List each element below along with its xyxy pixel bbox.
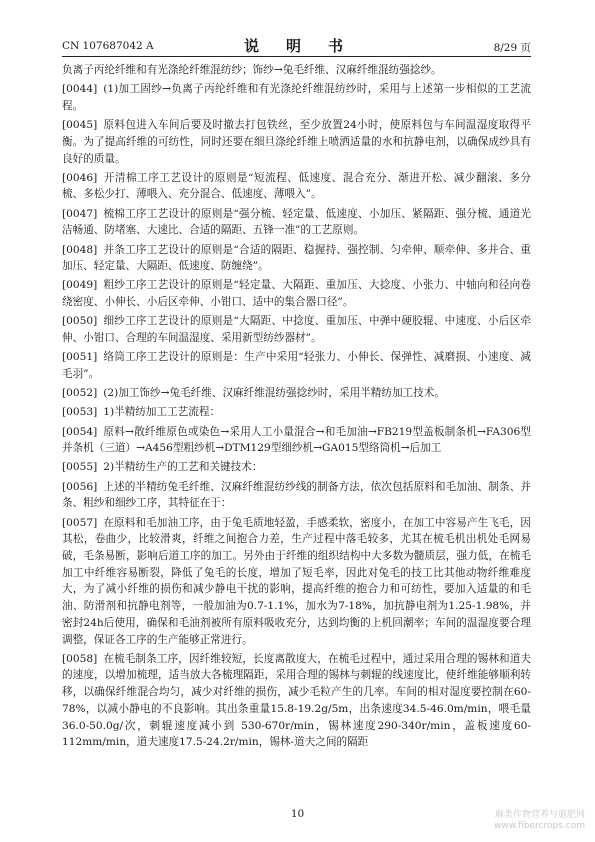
document-title: 说 明 书 bbox=[243, 37, 349, 55]
watermark-title: 麻类作物营养与施肥网 bbox=[494, 810, 585, 820]
paragraph-0057 bbox=[62, 515, 531, 649]
paragraph-text: 开清棉工序工艺设计的原则是“短流程、低速度、混合充分、渐进开松、减少翻滚、多分梳、多松少打、薄喂入、充分混合、低速度、薄喂入”。 bbox=[62, 171, 531, 201]
paragraph-number: [0057] bbox=[62, 516, 98, 529]
paragraph-text: 上述的半精纺兔毛纤维、汉麻纤维混纺纱线的制备方法，依次包括原料和毛加油、制条、并条、粗纱和细纱工序，其特征在于： bbox=[62, 480, 531, 510]
paragraph-text: 原料→散纤维原色或染色→采用人工小量混合→和毛加油→FB219型盖板制条机→FA306型并条机（三道）→A456型粗纱机→DTM129型细纱机→GA015型络筒机→后加工 bbox=[62, 425, 531, 455]
paragraph-0048 bbox=[62, 242, 531, 275]
paragraph-0054 bbox=[62, 424, 531, 457]
paragraph-0053 bbox=[62, 404, 531, 421]
paragraph-number: [0048] bbox=[62, 243, 98, 256]
paragraph-text: 梳棉工序工艺设计的原则是“强分梳、轻定量、低速度、小加压、紧隔距、强分梳、通道光洁畅通、防堵塞、大速比、合适的隔距、五锋一准”的工艺原则。 bbox=[62, 207, 531, 237]
paragraph-number: [0051] bbox=[62, 351, 98, 364]
paragraph-text: 2)半精纺生产的工艺和关键技术： bbox=[103, 461, 263, 474]
paragraph-0051 bbox=[62, 349, 531, 382]
paragraph-text: 原料包进入车间后要及时撤去打包铁丝，至少放置24小时，使原料包与车间温湿度取得平衡。为了提高纤维的可纺性，同时还要在细旦涤纶纤维上喷洒适量的水和抗静电剂，以确保成纱具有良好的质量。 bbox=[62, 119, 531, 165]
paragraph-text: 在原料和毛加油工序，由于兔毛质地轻盈，手感柔软，密度小，在加工中容易产生飞毛，因其松，卷曲少，比较滑爽，纤维之间抱合力差，生产过程中落毛较多，尤其在梳毛机出机处毛网易破，毛条易断，影响后道工序的加工。另外由于纤维的组织结构中大多数为髓质层，强力低，在梳毛加工中纤维容易断裂，降低了兔毛的长度，增加了短毛率，因此对兔毛的技工比其他动物纤维难度大，为了减小纤维的损伤和减少静电干扰的影响，提高纤维的抱合力和可纺性，要加入适量的和毛油、防滑剂和抗静电剂等，一般加油为0.7-1.1%，加水为7-18%，加抗静电剂为1.25-1.98%，并密封24h后使用，确保和毛油剂被所有原料吸收充分，达到均衡的上机回潮率；车间的温湿度要合理调整，保证各工序的生产能够正常进行。 bbox=[62, 516, 531, 646]
paragraph-number: [0053] bbox=[62, 406, 98, 419]
paragraph-text: (1)加工固纱→负离子丙纶纤维和有光涤纶纤维混纺纱时，采用与上述第一步相似的工艺流程。 bbox=[62, 83, 531, 112]
paragraph-0050 bbox=[62, 313, 531, 346]
paragraph-0047 bbox=[62, 206, 531, 239]
patent-number: CN 107687042 A bbox=[62, 40, 154, 52]
paragraph-0044 bbox=[62, 81, 531, 114]
paragraph-text: 络筒工序工艺设计的原则是：生产中采用“轻张力、小伸长、保弹性、减磨损、小速度、减毛羽”。 bbox=[62, 351, 531, 380]
paragraph-number: [0044] bbox=[62, 83, 98, 96]
paragraph-text: 并条工序工艺设计的原则是“合适的隔距、稳握持、强控制、匀牵伸、顺牵伸、多并合、重加压、轻定量、大隔距、低速度、防缠绕”。 bbox=[62, 243, 531, 273]
paragraph-0045 bbox=[62, 117, 531, 167]
paragraph-number: [0056] bbox=[62, 480, 98, 493]
page-number: 10 bbox=[290, 808, 305, 820]
paragraph-number: [0054] bbox=[62, 425, 98, 438]
paragraph-number: [0047] bbox=[62, 207, 98, 220]
paragraph-number: [0046] bbox=[62, 171, 98, 184]
paragraph-text: 在梳毛制条工序，因纤维较短，长度离散度大，在梳毛过程中，通过采用合理的锡林和道夫的速度，以增加梳理，适当放大各梳理隔距，采用合理的锡林与刺辊的线速度比，使纤维能够顺利转移，以确保纤维混合均匀，减少对纤维的损伤，减少毛粒产生的几率。车间的相对湿度要控制在60-78%，以减小静电的不良影响。其出条重量15.8-19.2g/5m，出条速度34.5-46.0m/min，喂毛量36.0-50.0g/次，刺辊速度减小到 530-670r/min，锡林速度290-340r/min，盖板速度60-112mm/min，道夫速度17.5-24.2r/min，锡林-道夫之间的隔距 bbox=[62, 652, 531, 749]
paragraph-number: [0052] bbox=[62, 387, 98, 400]
paragraph-0046 bbox=[62, 170, 531, 203]
paragraph-0058 bbox=[62, 651, 531, 751]
paragraph-text: 粗纱工序工艺设计的原则是“轻定量、大隔距、重加压、大捻度、小张力、中轴向和径向卷绕密度、小伸长、小后区牵伸、小钳口、适中的集合器口径”。 bbox=[62, 279, 531, 309]
document-body bbox=[62, 62, 531, 753]
paragraph-number: [0049] bbox=[62, 279, 98, 292]
paragraph-number: [0045] bbox=[62, 119, 98, 132]
paragraph-0056 bbox=[62, 479, 531, 512]
paragraph-text: (2)加工饰纱→兔毛纤维、汉麻纤维混纺强捻纱时，采用半精纺加工技术。 bbox=[103, 387, 445, 400]
watermark-url: www.fibercrops.com bbox=[494, 821, 585, 831]
paragraph-continuation: 负离子丙纶纤维和有光涤纶纤维混纺纱；饰纱→兔毛纤维、汉麻纤维混纺强捻纱。 bbox=[62, 64, 442, 76]
paragraph-number: [0055] bbox=[62, 461, 98, 474]
paragraph-number: [0050] bbox=[62, 315, 98, 328]
page-header bbox=[62, 34, 531, 57]
paragraph-text: 1)半精纺加工工艺流程： bbox=[103, 406, 221, 419]
paragraph-0052 bbox=[62, 385, 531, 402]
paragraph-number: [0058] bbox=[62, 652, 98, 665]
site-watermark bbox=[494, 810, 585, 832]
paragraph-text: 细纱工序工艺设计的原则是“大隔距、中捻度、重加压、中弹中硬胶辊、中速度、小后区牵伸、小钳口、合理的车间温湿度、采用新型纺纱器材”。 bbox=[62, 315, 531, 345]
paragraph-0055 bbox=[62, 459, 531, 476]
page-info: 8/29 页 bbox=[493, 42, 531, 54]
paragraph-0049 bbox=[62, 277, 531, 310]
